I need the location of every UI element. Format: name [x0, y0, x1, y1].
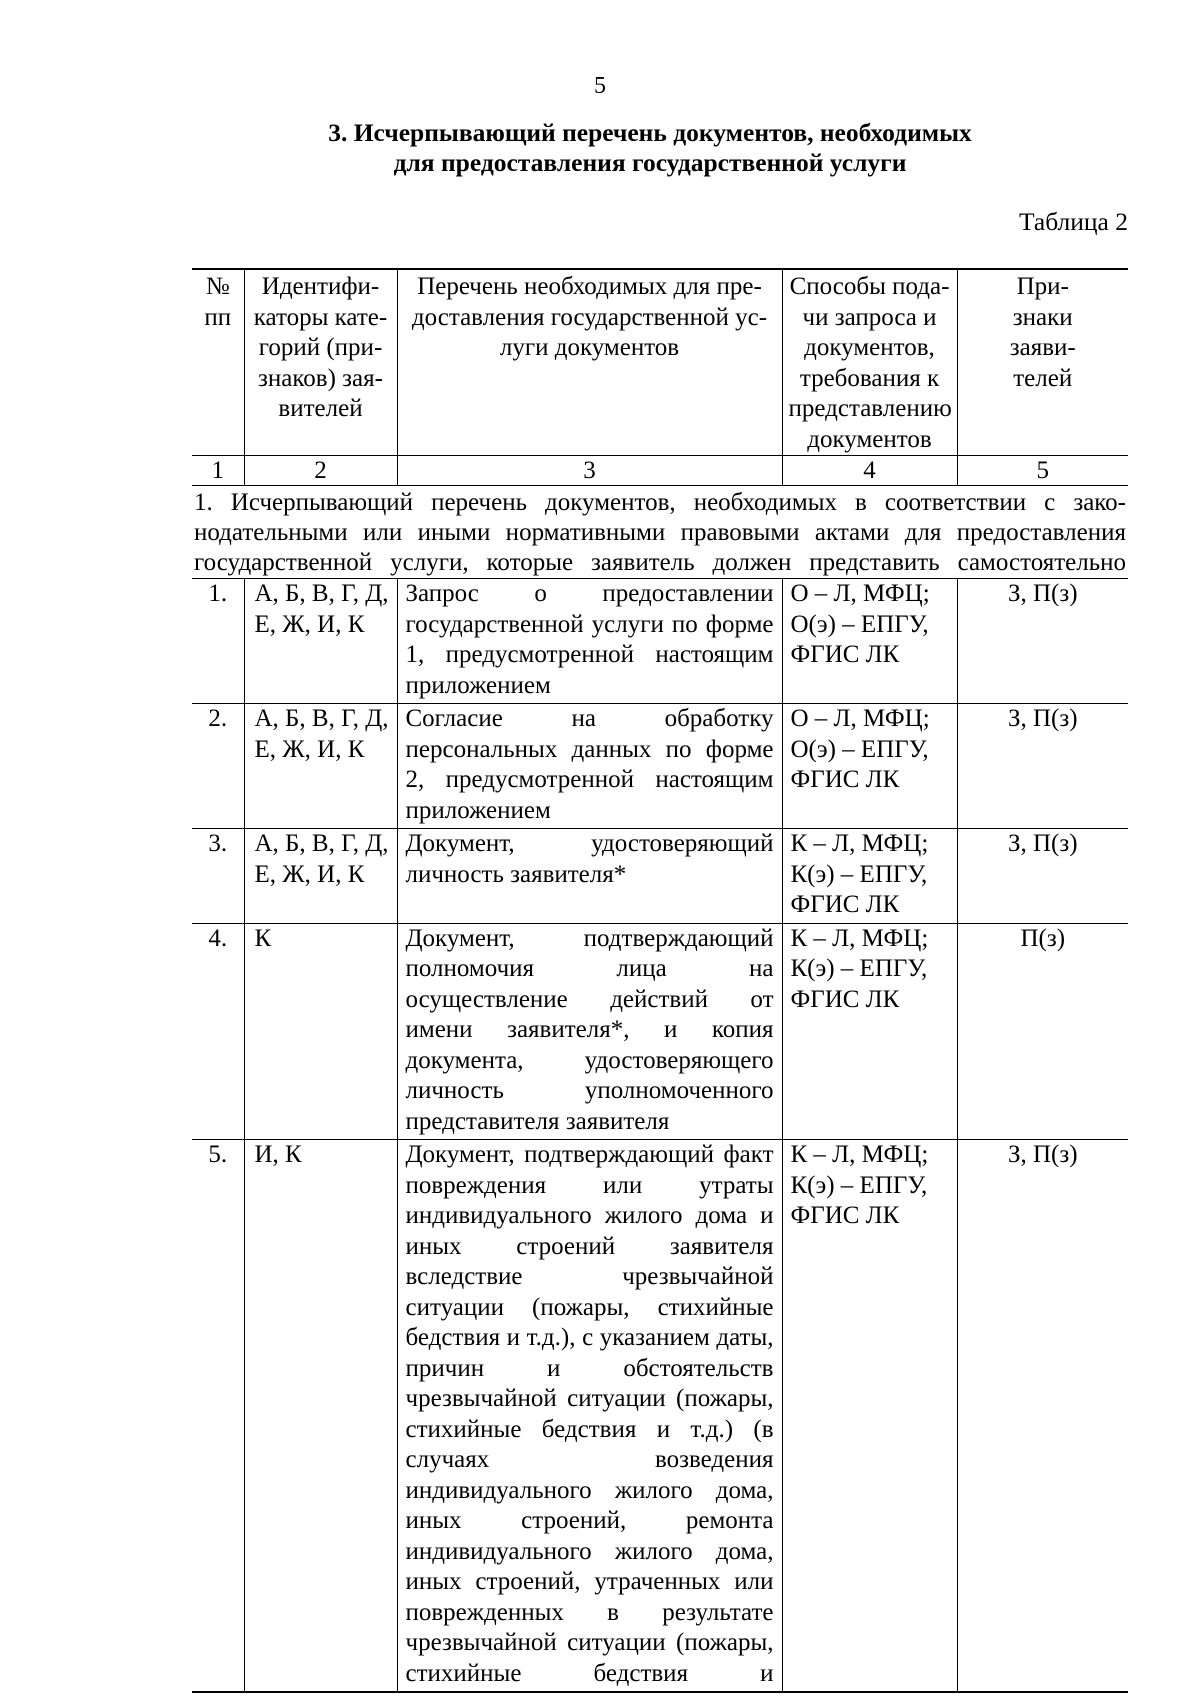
header-line: требования к: [799, 364, 940, 392]
row-methods: [782, 829, 957, 924]
column-number-row: [192, 456, 1128, 486]
header-cell-documents: [397, 269, 782, 456]
row-number: 4.: [192, 923, 244, 1140]
header-line: документов: [807, 425, 932, 453]
table-row: [192, 829, 1128, 924]
table-row: [192, 579, 1128, 704]
header-line: каторы кате-: [253, 303, 388, 331]
method-line: К(э) – ЕПГУ,: [790, 955, 928, 982]
row-signs: З, П(з): [957, 829, 1128, 924]
method-line: ФГИС ЛК: [790, 1202, 900, 1229]
header-line: При-: [1016, 273, 1069, 300]
header-line: документов,: [804, 334, 935, 361]
header-line: знаки: [1012, 303, 1073, 331]
method-line: К – Л, МФЦ;: [790, 1141, 929, 1168]
column-number: 3: [397, 456, 782, 486]
row-document: Документ, удостоверяющий личность заявителя*: [397, 829, 782, 924]
header-line: знаков) зая-: [258, 364, 383, 392]
header-line: пп: [204, 303, 232, 331]
row-categories: И, К: [244, 1140, 397, 1693]
method-line: К – Л, МФЦ;: [790, 830, 929, 857]
row-document: Запрос о предоставлении государственной услуги по форме 1, предусмотренной настоящим приложением: [397, 579, 782, 704]
row-number: 2.: [192, 704, 244, 829]
table-row: [192, 704, 1128, 829]
row-signs: З, П(з): [957, 579, 1128, 704]
header-line: горий (при-: [258, 334, 383, 361]
column-number: 1: [192, 456, 244, 486]
column-number: 4: [782, 456, 957, 486]
row-categories: А, Б, В, Г, Д, Е, Ж, И, К: [244, 704, 397, 829]
header-line: №: [205, 273, 230, 300]
section-title: [230, 118, 1070, 178]
row-categories: А, Б, В, Г, Д, Е, Ж, И, К: [244, 579, 397, 704]
method-line: О(э) – ЕПГУ,: [790, 735, 929, 763]
method-line: О – Л, МФЦ;: [790, 705, 930, 732]
row-methods: [782, 1140, 957, 1693]
header-line: представлению: [788, 395, 952, 422]
header-line: вителей: [278, 395, 363, 422]
row-number: 3.: [192, 829, 244, 924]
method-line: О(э) – ЕПГУ,: [790, 610, 929, 638]
column-number: 5: [957, 456, 1128, 486]
row-methods: [782, 579, 957, 704]
subsection-line: 1. Исчерпывающий перечень документов, необходимых в соответствии с зако-: [194, 489, 1126, 516]
section-title-line: для предоставления государственной услуги: [393, 148, 907, 177]
row-number: 1.: [192, 579, 244, 704]
subsection-line: нодательными или иными нормативными правовыми актами для предоставления: [194, 519, 1126, 546]
subsection-line: государственной услуги, которые заявитель должен представить самостоятельно: [194, 549, 1126, 576]
table-header-row: [192, 269, 1128, 456]
subsection-row: [192, 486, 1128, 579]
method-line: К(э) – ЕПГУ,: [790, 860, 928, 888]
row-document: Документ, подтверждающий полномочия лица на осуществление действий от имени заявителя*, и копия документа, удостоверяющего личность уполномоченного представителя заявителя: [397, 923, 782, 1140]
header-cell-methods: [782, 269, 957, 456]
row-document: Согласие на обработку персональных данных по форме 2, предусмотренной настоящим приложением: [397, 704, 782, 829]
table-row: [192, 923, 1128, 1140]
method-line: ФГИС ЛК: [790, 891, 900, 918]
method-line: ФГИС ЛК: [790, 985, 900, 1013]
header-line: доставления государственной ус-: [411, 303, 768, 331]
row-document: Документ, подтверждающий факт повреждения или утраты индивидуального жилого дома и иных строений заявителя вследствие чрезвычайной ситуации (пожары, стихийные бедствия и т.д.), с указанием даты, причин и обстоятельств чрезвычайной ситуации (пожары, стихийные бедствия и т.д.) (в случаях возведения индивидуального жилого дома, иных строений, ремонта индивидуального жилого дома, иных строений, утраченных или поврежденных в результате чрезвычайной ситуации (пожары, стихийные бедствия и: [397, 1140, 782, 1693]
header-line: Способы пода-: [789, 273, 950, 300]
table-caption: Таблица 2: [1018, 207, 1128, 236]
header-cell-signs: [957, 269, 1128, 456]
row-signs: З, П(з): [957, 704, 1128, 829]
row-methods: [782, 704, 957, 829]
row-number: 5.: [192, 1140, 244, 1693]
row-signs: З, П(з): [957, 1140, 1128, 1693]
section-title-line: 3. Исчерпывающий перечень документов, необходимых: [328, 118, 972, 147]
method-line: К(э) – ЕПГУ,: [790, 1171, 928, 1199]
method-line: ФГИС ЛК: [790, 641, 900, 668]
header-cell-categories: [244, 269, 397, 456]
header-line: Перечень необходимых для пре-: [417, 273, 762, 300]
row-methods: [782, 923, 957, 1140]
row-categories: К: [244, 923, 397, 1140]
row-signs: П(з): [957, 923, 1128, 1140]
method-line: О – Л, МФЦ;: [790, 580, 930, 607]
header-line: чи запроса и: [802, 303, 937, 331]
header-line: телей: [1013, 364, 1073, 392]
subsection-heading: [192, 486, 1128, 579]
documents-table: [192, 268, 1128, 1693]
header-line: Идентифи-: [261, 273, 380, 300]
header-cell-number: [192, 269, 244, 456]
header-line: луги документов: [499, 334, 680, 361]
column-number: 2: [244, 456, 397, 486]
page-number: 5: [594, 73, 606, 99]
row-categories: А, Б, В, Г, Д, Е, Ж, И, К: [244, 829, 397, 924]
table-row: [192, 1140, 1128, 1693]
method-line: К – Л, МФЦ;: [790, 924, 929, 952]
method-line: ФГИС ЛК: [790, 766, 900, 793]
header-line: заяви-: [1009, 334, 1076, 361]
